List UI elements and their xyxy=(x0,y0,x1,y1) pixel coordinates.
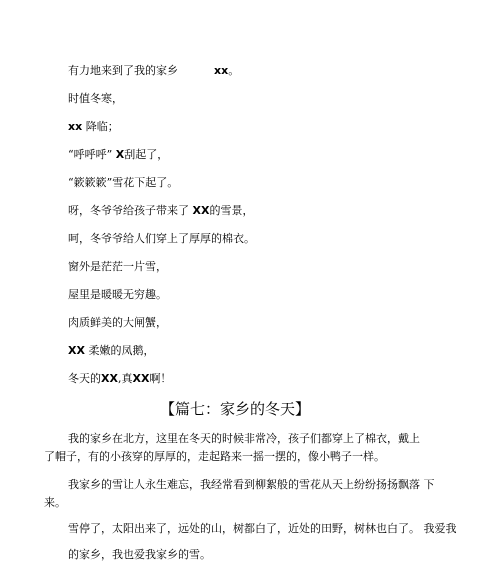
poem-line xyxy=(68,372,171,386)
poem-line xyxy=(68,92,123,106)
poem-text: 呵，冬爷爷给人们穿上了厚厚的棉衣。 xyxy=(68,232,255,245)
poem-text: 的雪景， xyxy=(209,204,254,217)
poem-text: 有力地来到了我的家乡 xyxy=(68,64,178,77)
poem-text: 肉质鲜美的大闸蟹， xyxy=(68,316,167,329)
placeholder-mark: X xyxy=(115,148,125,161)
poem-text: 呀，冬爷爷给孩子带来了 xyxy=(68,204,193,217)
essay-line: 雪停了，太阳出来了，远处的山，树都白了，近处的田野，树林也白了。 我爱我 xyxy=(68,522,457,535)
poem-line xyxy=(68,120,119,134)
essay-line: 了帽子，有的小孩穿的厚厚的，走起路来一摇一摆的，像小鸭子一样。 xyxy=(44,450,385,463)
poem-text: 柔嫩的凤鹅， xyxy=(84,344,155,357)
placeholder-mark: XX xyxy=(101,372,118,385)
placeholder-mark: XX xyxy=(192,204,210,217)
placeholder-mark: XX xyxy=(68,344,85,357)
poem-text: “呼呼呼” xyxy=(68,148,116,161)
poem-line xyxy=(68,316,167,330)
essay-line: 我的家乡在北方，这里在冬天的时候非常冷，孩子们都穿上了棉衣，戴上 xyxy=(68,432,420,445)
essay-line: 来。 xyxy=(44,496,66,509)
poem-line xyxy=(68,148,168,162)
poem-text: 降临； xyxy=(82,120,119,133)
poem-line xyxy=(68,260,167,274)
poem-line xyxy=(68,344,154,358)
placeholder-mark: xx xyxy=(214,64,229,77)
essay-line: 的家乡，我也爱我家乡的雪。 xyxy=(68,548,211,561)
poem-text: 屋里是暖暖无穷趣。 xyxy=(68,288,167,301)
poem-text: 刮起了， xyxy=(124,148,169,161)
poem-text: 窗外是茫茫一片雪， xyxy=(68,260,167,273)
placeholder-mark: XX xyxy=(132,372,150,385)
section-title: 【篇七：家乡的冬天】 xyxy=(160,400,311,418)
poem-line xyxy=(68,64,239,78)
placeholder-mark: xx xyxy=(68,120,83,133)
poem-line xyxy=(68,288,167,302)
poem-line xyxy=(68,232,255,246)
poem-text: ,真 xyxy=(117,372,133,385)
poem-text: 啊！ xyxy=(149,372,172,385)
essay-line: 我家乡的雪让人永生难忘，我经常看到柳絮般的雪花从天上纷纷扬扬飘落 下 xyxy=(68,478,435,491)
poem-line xyxy=(68,176,178,190)
poem-text: 冬天的 xyxy=(68,372,101,385)
poem-text: “簌簌簌”雪花下起了。 xyxy=(68,176,179,189)
poem-text: 。 xyxy=(228,64,240,77)
poem-line xyxy=(68,204,253,218)
poem-text: 时值冬寒， xyxy=(68,92,123,105)
